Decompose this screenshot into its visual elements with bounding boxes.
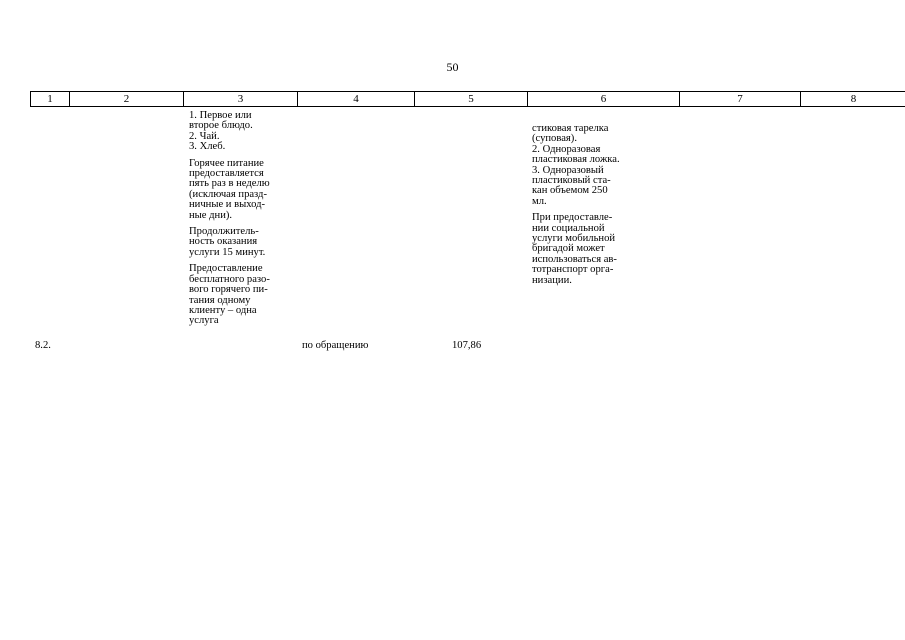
- text-line: 1. Первое или: [189, 110, 252, 121]
- cont-col3: [189, 111, 295, 333]
- text-line: услуга: [189, 315, 219, 327]
- text-line: Продолжитель-: [189, 226, 259, 238]
- frequency: по обращению: [302, 340, 369, 351]
- text-line: использоваться ав-: [532, 253, 617, 265]
- text-line: пять раз в неделю: [189, 178, 270, 190]
- text-line: услуги мобильной: [532, 233, 616, 245]
- paragraph: [189, 159, 295, 221]
- text-line: услуги 15 минут.: [189, 246, 266, 258]
- text-line: Горячее питание: [189, 157, 264, 169]
- text-line: ные дни).: [189, 209, 233, 221]
- paragraph: [532, 213, 644, 286]
- paragraph: [189, 111, 295, 153]
- text-line: тания одному: [189, 294, 251, 306]
- text-line: пластиковый ста-: [532, 175, 611, 187]
- paragraph: [532, 124, 644, 207]
- text-line: клиенту – одна: [189, 304, 257, 316]
- column-number: 6: [528, 92, 680, 107]
- text-line: стиковая тарелка: [532, 123, 609, 134]
- column-number: 1: [31, 92, 70, 107]
- column-number: 4: [298, 92, 415, 107]
- text-line: 2. Чай.: [189, 130, 220, 142]
- text-line: Предоставление: [189, 263, 263, 275]
- price: 107,86: [452, 340, 482, 351]
- text-line: 3. Хлеб.: [189, 141, 226, 153]
- column-number: 5: [415, 92, 528, 107]
- text-line: пластиковая ложка.: [532, 154, 620, 166]
- page-number: 50: [446, 60, 459, 74]
- column-number: 2: [70, 92, 184, 107]
- text-line: 2. Одноразовая: [532, 143, 601, 155]
- column-number: 3: [184, 92, 298, 107]
- paragraph: [189, 264, 295, 326]
- text-line: предоставляется: [189, 168, 264, 180]
- text-line: (суповая).: [532, 133, 577, 145]
- text-line: вого горячего пи-: [189, 284, 268, 296]
- cont-col6: [532, 124, 644, 292]
- column-number: 7: [680, 92, 801, 107]
- text-line: мл.: [532, 195, 547, 207]
- text-line: ничные и выход-: [189, 199, 266, 211]
- text-line: нии социальной: [532, 222, 605, 234]
- text-line: низации.: [532, 274, 572, 286]
- column-header-row: [30, 91, 905, 107]
- row-number: 8.2.: [35, 340, 51, 351]
- text-line: 3. Одноразовый: [532, 164, 604, 176]
- text-line: бригадой может: [532, 243, 605, 255]
- text-line: ность оказания: [189, 236, 258, 248]
- text-line: бесплатного разо-: [189, 273, 270, 285]
- column-number: 8: [801, 92, 905, 107]
- text-line: второе блюдо.: [189, 120, 253, 132]
- text-line: кан объемом 250: [532, 185, 608, 197]
- text-line: (исключая празд-: [189, 188, 267, 200]
- text-line: При предоставле-: [532, 212, 613, 224]
- text-line: тотранспорт орга-: [532, 264, 614, 276]
- paragraph: [189, 227, 295, 258]
